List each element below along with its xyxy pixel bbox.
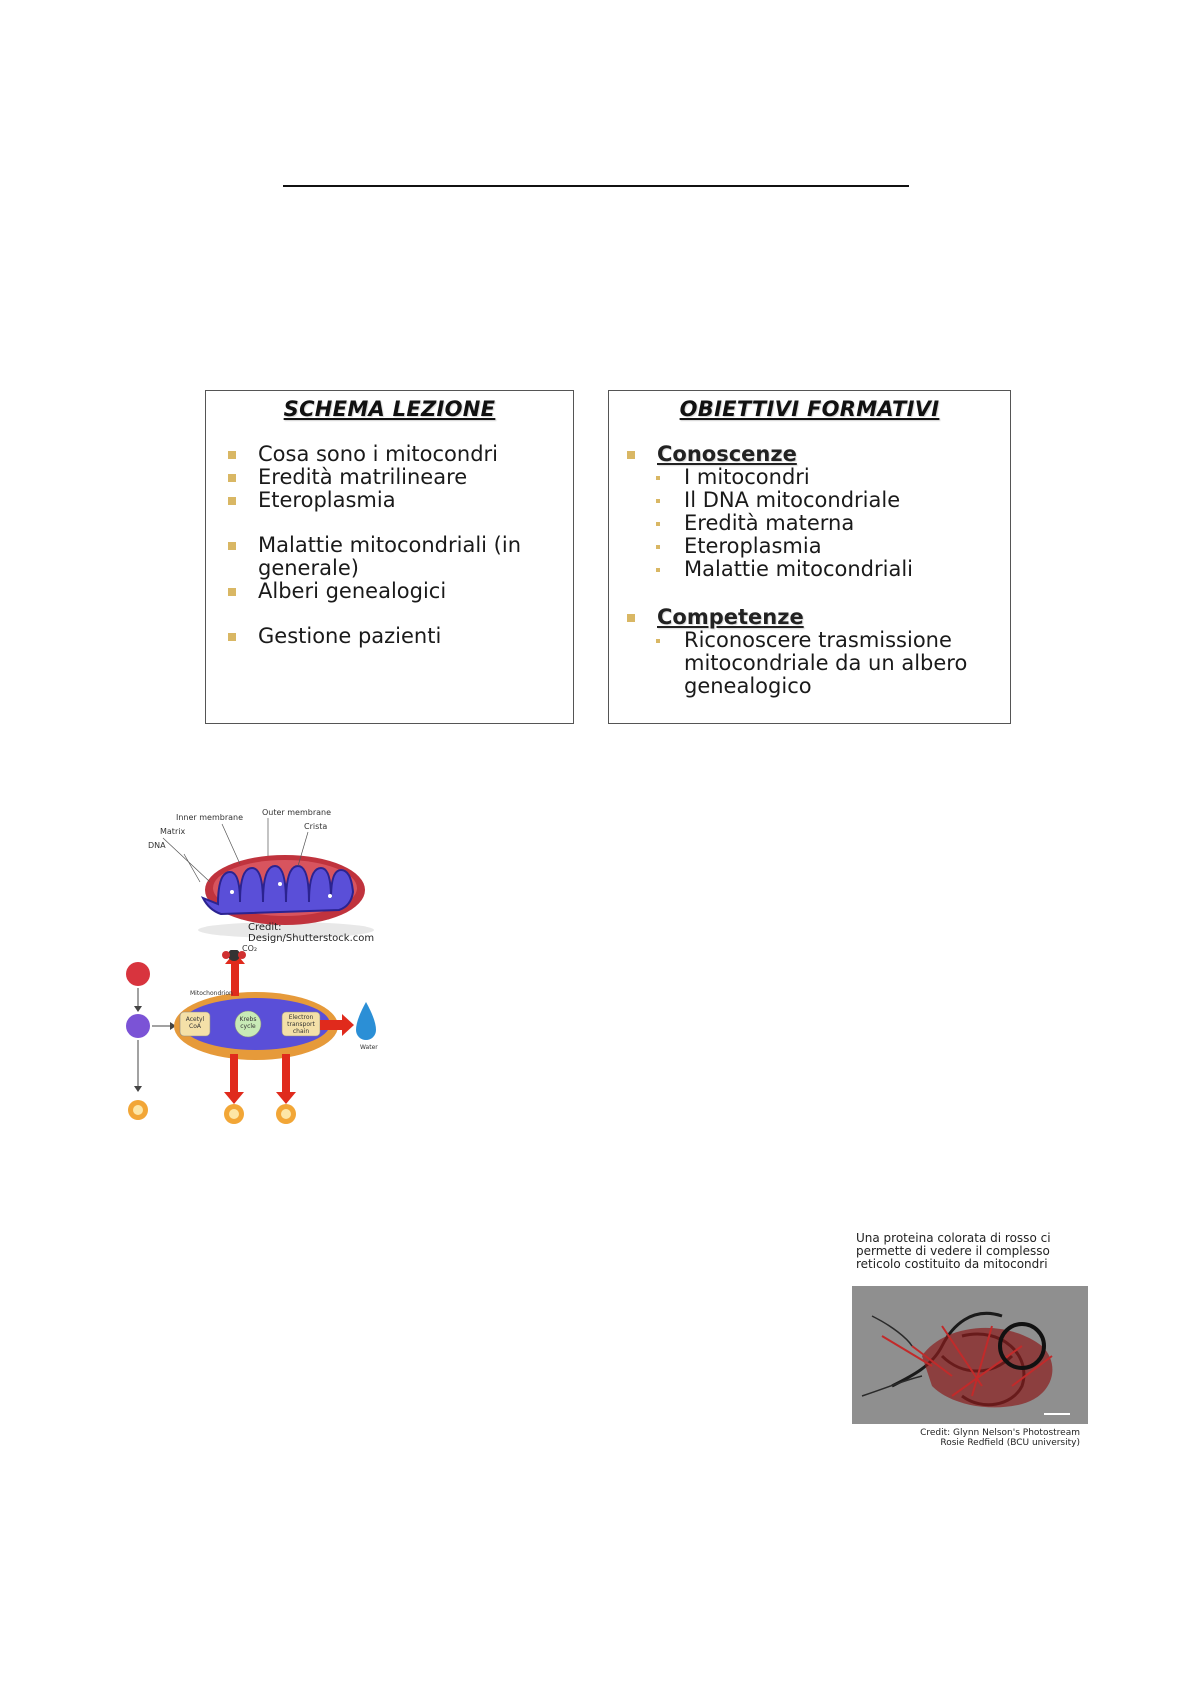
list-item: Malattie mitocondriali (in generale) xyxy=(258,534,568,580)
label-water: Water xyxy=(360,1044,378,1051)
list-item: Eteroplasmia xyxy=(684,535,1004,558)
competenze-heading: Competenze xyxy=(657,606,1002,629)
label-dna: DNA xyxy=(148,841,166,850)
respiration-diagram xyxy=(110,950,400,1140)
schema-lezione-box xyxy=(205,390,574,724)
label-mitochondrion: Mitochondrion xyxy=(190,990,233,997)
label-outer-membrane: Outer membrane xyxy=(262,808,332,817)
list-item: Cosa sono i mitocondri xyxy=(258,443,568,466)
label-krebs-cycle: Krebs cycle xyxy=(239,1016,257,1030)
label-electron-transport: Electron transport chain xyxy=(287,1014,315,1035)
schema-lezione-list xyxy=(258,443,568,648)
label-co2: CO₂ xyxy=(242,944,258,953)
title-underline xyxy=(283,185,909,187)
figure3-caption: Una proteina colorata di rosso ci permette di vedere il complesso reticolo costituito da mitocondri xyxy=(856,1231,1051,1271)
label-crista: Crista xyxy=(304,822,328,831)
mitochondria-network-image xyxy=(852,1286,1088,1424)
figure1-credit: Credit: Design/Shutterstock.com xyxy=(248,922,375,944)
conoscenze-items xyxy=(684,466,1004,581)
list-item: Malattie mitocondriali xyxy=(684,558,1004,581)
competenze-items xyxy=(684,629,1004,698)
figure3-credit-line1: Credit: Glynn Nelson's Photostream xyxy=(920,1428,1080,1438)
schema-lezione-title: SCHEMA LEZIONE xyxy=(283,397,496,421)
list-item: I mitocondri xyxy=(684,466,1004,489)
label-inner-membrane: Inner membrane xyxy=(176,813,244,822)
conoscenze-heading: Conoscenze xyxy=(657,443,1002,466)
list-item: Alberi genealogici xyxy=(258,580,568,603)
conoscenze-list xyxy=(657,443,1002,466)
respiration-figure xyxy=(110,944,400,1140)
list-item: Riconoscere trasmissione mitocondriale da un albero genealogico xyxy=(684,629,1004,698)
list-item: Eteroplasmia xyxy=(258,489,568,512)
mitochondrion-figure xyxy=(140,808,410,944)
figure3-credit-line2: Rosie Redfield (BCU university) xyxy=(940,1438,1080,1448)
microscopy-image xyxy=(852,1286,1088,1424)
obiettivi-formativi-title: OBIETTIVI FORMATIVI xyxy=(679,397,940,421)
label-acetyl-coa: Acetyl CoA xyxy=(185,1016,205,1030)
obiettivi-formativi-box xyxy=(608,390,1011,724)
list-item: Eredità materna xyxy=(684,512,1004,535)
list-item: Eredità matrilineare xyxy=(258,466,568,489)
list-item: Gestione pazienti xyxy=(258,625,568,648)
competenze-list xyxy=(657,606,1002,629)
list-item: Il DNA mitocondriale xyxy=(684,489,1004,512)
label-matrix: Matrix xyxy=(160,827,186,836)
